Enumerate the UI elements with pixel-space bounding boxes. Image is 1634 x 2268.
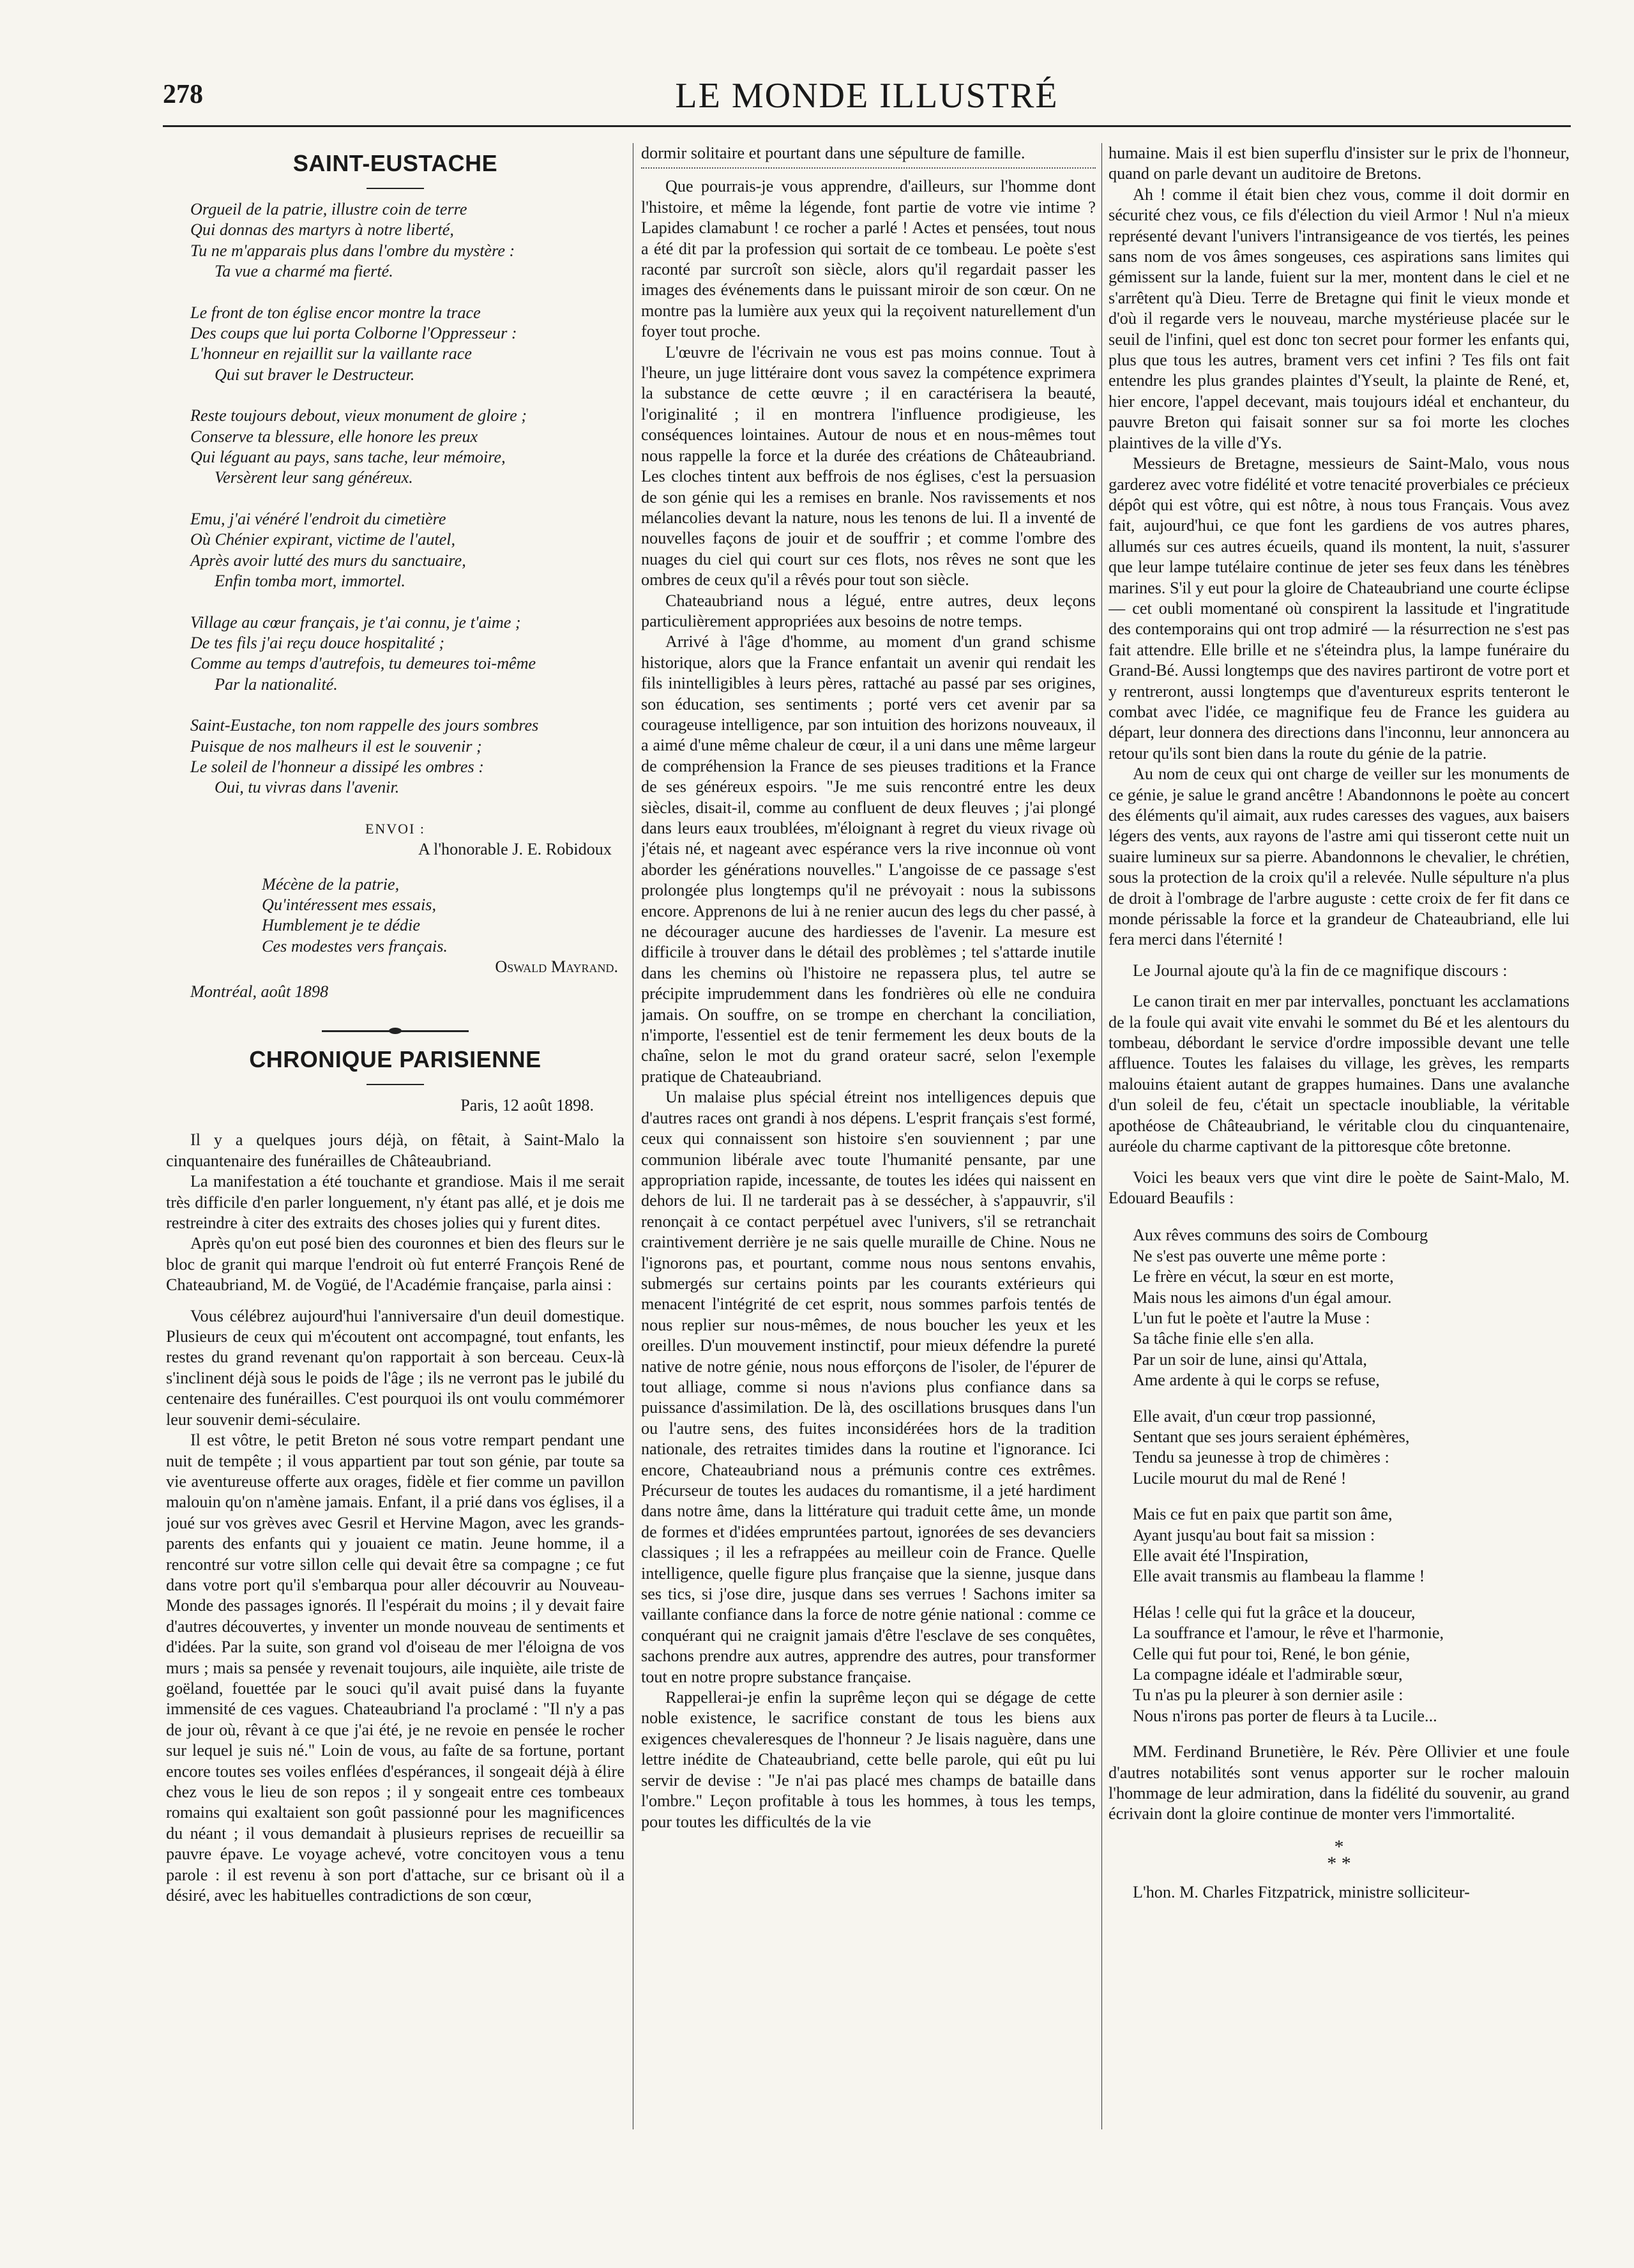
beaufils-verses <box>1108 1225 1570 1726</box>
verse-line: Tu ne m'apparais plus dans l'ombre du mystère : <box>190 241 515 260</box>
verse-line: Ayant jusqu'au bout fait sa mission : <box>1133 1525 1375 1544</box>
verse-line: Elle avait, d'un cœur trop passionné, <box>1133 1406 1376 1426</box>
poem-author: Oswald Mayrand. <box>495 957 618 977</box>
verse-line: Tendu sa jeunesse à trop de chimères : <box>1133 1448 1389 1467</box>
verse-line: Ne s'est pas ouverte une même porte : <box>1133 1246 1386 1265</box>
verse-line: Emu, j'ai vénéré l'endroit du cimetière <box>190 509 446 528</box>
chronique-title: CHRONIQUE PARISIENNE <box>249 1046 541 1072</box>
verse-line: Mécène de la patrie, <box>262 874 400 894</box>
verse-line: Des coups que lui porta Colborne l'Oppresseur : <box>190 324 517 343</box>
verse-line: De tes fils j'ai reçu douce hospitalité ; <box>190 633 445 652</box>
verse-line: Puisque de nos malheurs il est le souvenir ; <box>190 736 482 756</box>
paragraph: Un malaise plus spécial étreint nos intelligences depuis que d'autres races ont grandi à nos dépens. L'esprit français s'est formé, ceux qui connaissent son histoire s'en souviennent ; par une communion libérale avec toute l'humanité pensante, par une appropriation rapide, incessante, de toutes les idées qui naissent en dehors de lui. Il ne tarderait pas à se dessécher, à s'appauvrir, s'il renonçait à ce contact perpétuel avec l'univers, s'il se retranchait craintivement derrière je ne sais quelle muraille de Chine. Nous ne l'ignorons pas, et pourtant, comme nous nous sentons envahis, submergés sur certains points par les courants extérieurs qui menacent l'intégrité de cet esprit, nous sommes parfois tentés de nous replier sur nous-mêmes, de nous boucher les yeux et les oreilles. D'un mouvement instinctif, pour mieux défendre la pureté native de notre génie, nous nous efforçons de l'isoler, de l'épurer de tout alliage, comme si nous n'avions plus confiance dans sa puissance d'assimilation. De là, des oscillations brusques dans l'un ou l'autre sens, des fuites inconsidérées hors de la tradition nationale, des retraites timides dans la routine et l'ignorance. Ici encore, Chateaubriand nous a prémunis contre ces extrêmes. Précurseur de toutes les audaces du romantisme, il a jeté hardiment dans notre âme, dans la littérature qui traduit cette âme, un monde de formes et d'idées empruntées partout, ignorées de ses devanciers classiques ; il les a refrappées au meilleur coin de France. Quelle intelligence, quelle figure plus française que la sienne, jusque dans ses tics, si j'ose dire, jusque dans ses verrues ! Sachons imiter sa vaillante confiance dans la force de notre génie national : comme ce conquérant qui ne craignit jamais d'être l'esclave de ses conquêtes, sachons prendre aux autres, apprendre des autres, pour transformer tout en notre propre substance française. <box>641 1088 1096 1686</box>
page-header <box>163 75 1571 121</box>
verse-line: Sentant que ses jours seraient éphémères, <box>1133 1427 1410 1446</box>
verse-line: Reste toujours debout, vieux monument de gloire ; <box>190 406 527 425</box>
dedication: A l'honorable J. E. Robidoux <box>418 840 612 859</box>
paragraph: dormir solitaire et pourtant dans une sépulture de famille. <box>641 144 1025 162</box>
envoi-label: ENVOI : <box>365 820 426 837</box>
verse-line: Où Chénier expirant, victime de l'autel, <box>190 530 456 549</box>
poem-title: SAINT-EUSTACHE <box>292 150 498 176</box>
paragraph: humaine. Mais il est bien superflu d'insister sur le prix de l'honneur, quand on parle devant un auditoire de Bretons. <box>1108 144 1570 183</box>
verse-line: Qui sut braver le Destructeur. <box>215 365 415 384</box>
verse-line: Le front de ton église encor montre la trace <box>190 303 481 322</box>
verse-line: Ame ardente à qui le corps se refuse, <box>1133 1371 1380 1390</box>
verse-line: Ta vue a charmé ma fierté. <box>215 262 393 281</box>
verse-line: Sa tâche finie elle s'en alla. <box>1133 1329 1314 1348</box>
stanza <box>1133 1504 1570 1587</box>
verse-line: Tu n'as pu la pleurer à son dernier asile : <box>1133 1686 1403 1705</box>
verse-line: Saint-Eustache, ton nom rappelle des jours sombres <box>190 716 539 735</box>
section-ornament <box>322 1028 469 1034</box>
verses-intro: Voici les beaux vers que vint dire le poète de Saint-Malo, M. Edouard Beaufils : <box>1108 1168 1570 1207</box>
verse-line: Par un soir de lune, ainsi qu'Attala, <box>1133 1350 1367 1369</box>
dotted-separator <box>641 167 1096 169</box>
page-number: 278 <box>163 80 203 109</box>
verse-line: L'un fut le poète et l'autre la Muse : <box>1133 1308 1370 1327</box>
verse-line: Mais ce fut en paix que partit son âme, <box>1133 1505 1393 1524</box>
poem-place-date: Montréal, août 1898 <box>190 982 329 1001</box>
left-paragraphs <box>166 1130 624 1906</box>
verse-line: Ces modestes vers français. <box>262 936 448 955</box>
paragraph: Après qu'on eut posé bien des couronnes et bien des fleurs sur le bloc de granit qui marque l'endroit où fut enterré François René de Chateaubriand, M. de Vogüé, de l'Académie française, parla ainsi : <box>166 1234 624 1295</box>
paragraph: Que pourrais-je vous apprendre, d'ailleurs, sur l'homme dont l'histoire, et même la légende, font partie de votre vie intime ? Lapides clamabunt ! ce rocher a parlé ! Actes et pensées, tout nous a été dit par la profession qui sortait de ce tombeau. Le poète s'est raconté par surcroît son siècle, alors qu'il regardait passer les images des événements dans le puissant miroir de son cœur. On ne montre pas la lumière aux yeux qui la reçoivent naturellement d'un foyer tout proche. <box>641 177 1096 341</box>
verse-line: Elle avait été l'Inspiration, <box>1133 1546 1309 1565</box>
verse-line: Le soleil de l'honneur a dissipé les ombres : <box>190 757 484 776</box>
verse-line: Versèrent leur sang généreux. <box>215 468 413 487</box>
verse-line: Enfin tomba mort, immortel. <box>215 572 405 591</box>
journal-title: LE MONDE ILLUSTRÉ <box>675 76 1059 116</box>
last-line: L'hon. M. Charles Fitzpatrick, ministre solliciteur- <box>1133 1882 1470 1901</box>
paragraph: Messieurs de Bretagne, messieurs de Saint-Malo, vous nous garderez avec votre fidélité et votre tenacité proverbiales ce précieux dépôt qui est vôtre, qui est nôtre, à nous tous Français. Vous avez fait, aujourd'hui, ce que font les gardiens de vos autres phares, allumés sur ces autres écueils, quand ils montent, la nuit, s'assurer que leur lampe tutélaire continue de jeter ses feux dans les ténèbres marines. S'il y eut pour la gloire de Chateaubriand une courte éclipse — cet oubli momentané où conspirent la lassitude et l'ingratitude des contemporains qui ont trop admiré — la résurrection ne s'est pas fait attendre. Elle brille et ne s'éteindra plus, la lampe funéraire du Grand-Bé. Aussi longtemps que des navires partiront de votre port et y rentreront, aussi longtemps que d'aventureux esprits tenteront le combat avec l'idée, ce magnifique feu de France les guidera au départ, leur donnera des directions dans l'inconnu, leur annoncera au retour qu'ils sont bien dans la route du génie de la patrie. <box>1108 454 1570 763</box>
stanza <box>190 613 624 696</box>
verse-line: Orgueil de la patrie, illustre coin de terre <box>190 200 467 218</box>
verse-line: La souffrance et l'amour, le rêve et l'harmonie, <box>1133 1624 1444 1643</box>
paragraph: Chateaubriand nous a légué, entre autres, deux leçons particulièrement appropriées aux besoins de notre temps. <box>641 591 1096 630</box>
verse-line: Nous n'irons pas porter de fleurs à ta Lucile... <box>1133 1706 1437 1725</box>
verse-line: Celle qui fut pour toi, René, le bon génie, <box>1133 1644 1411 1663</box>
verse-line: Oui, tu vivras dans l'avenir. <box>215 778 400 797</box>
verse-line: Après avoir lutté des murs du sanctuaire, <box>190 551 466 570</box>
envoi-lines <box>262 874 624 957</box>
verse-line: Qui léguant au pays, sans tache, leur mémoire, <box>190 448 506 467</box>
stanza <box>1133 1225 1570 1390</box>
stanza <box>190 509 624 592</box>
verse-line: Qui donnas des martyrs à notre liberté, <box>190 220 454 240</box>
middle-paragraphs <box>641 176 1096 1832</box>
verse-line: Humblement je te dédie <box>262 916 420 935</box>
verse-line: Conserve ta blessure, elle honore les preux <box>190 427 478 446</box>
title-rule <box>367 1084 424 1085</box>
paragraph: L'œuvre de l'écrivain ne vous est pas moins connue. Tout à l'heure, un juge littéraire dont vous savez la compétence exprimera la substance de cette œuvre ; il en caractérisera la beauté, l'originalité ; il en montrera l'influence prodigieuse, les conséquences lointaines. Autour de nous et en nous-mêmes tout nous rappelle la force et la durée des créations de Châteaubriand. Les cloches tintent aux beffrois de nos églises, c'est la persuasion de son génie qui les a remises en branle. Nos ravissements et nos mélancolies devant la nature, nous les tenons de lui. Il a inventé de nouvelles façons de jouir et de souffrir ; et comme l'ombre des nuages du ciel qui court sur ces flots, nos rêves ne sont que les ombres de ceux qu'il a rêvés pour tout son siècle. <box>641 342 1096 590</box>
paragraph: La manifestation a été touchante et grandiose. Mais il me serait très difficile d'en parler longuement, n'y étant pas allé, et je dois me restreindre à citer des extraits des choses jolies qui y furent dites. <box>166 1172 624 1233</box>
closing-paragraph: MM. Ferdinand Brunetière, le Rév. Père Ollivier et une foule d'autres notabilités sont venus apporter sur le rocher malouin l'hommage de leur admiration, dans la fidélité du souvenir, au grand écrivain dont la gloire continue de monter vers l'immortalité. <box>1108 1742 1570 1823</box>
verse-line: La compagne idéale et l'admirable sœur, <box>1133 1665 1403 1684</box>
verse-line: L'honneur en rejaillit sur la vaillante race <box>190 344 473 363</box>
verse-line: Comme au temps d'autrefois, tu demeures toi-même <box>190 654 536 673</box>
stanza <box>190 199 624 282</box>
verse-line: Hélas ! celle qui fut la grâce et la douceur, <box>1133 1602 1416 1622</box>
verse-line: Mais nous les aimons d'un égal amour. <box>1133 1288 1392 1307</box>
verse-line: Elle avait transmis au flambeau la flamme ! <box>1133 1567 1425 1586</box>
poem-stanzas <box>166 199 624 798</box>
column-divider <box>1101 143 1102 2129</box>
paragraph: Arrivé à l'âge d'homme, au moment d'un grand schisme historique, alors que la France enfantait un avenir qui rendait les fils inintelligibles à leurs pères, rattaché au passé par ses origines, son éducation, ses sentiments ; porté vers cet avenir par sa courageuse intelligence, par son intuition des horizons nouveaux, il a aimé d'une même chaleur de cœur, il a uni dans une même largeur de compréhension la France de ses pieuses traditions et la France de ses généreux espoirs. "Je me suis rencontré entre les deux siècles, disait-il, comme au confluent de deux fleuves ; j'ai plongé dans leurs eaux troublées, m'éloignant à regret du vieux rivage où j'étais né, et nageant avec espérance vers la rive inconnue où vont aborder les générations nouvelles." L'angoisse de ce passage s'est prolongée plus longtemps qu'il ne prévoyait : nous la subissons encore. Apprenons de lui à ne renier aucun des legs du cher passé, à ne décourager aucune des hardiesses de l'avenir. La mesure est difficile à trouver dans le détail des problèmes ; tel s'attarde inutile dans les chemins où l'histoire ne repassera plus, tel autre se précipite imprudemment dans les fondrières où elle ne conduira jamais. On souffre, on se trompe en cherchant la conciliation, n'importe, l'essentiel est de tenir fermement les deux bouts de la chaîne, selon le mot du grand orateur sacré, selon l'exemple pratique de Chateaubriand. <box>641 632 1096 1086</box>
journal-note: Le Journal ajoute qu'à la fin de ce magnifique discours : <box>1133 961 1508 980</box>
middle-column <box>641 143 1096 2129</box>
stanza <box>190 715 624 798</box>
stanza <box>1133 1602 1570 1726</box>
stanza <box>1133 1406 1570 1489</box>
section-stars: * * * <box>1327 1836 1351 1874</box>
dateline: Paris, 12 août 1898. <box>460 1096 594 1115</box>
verse-line: Lucile mourut du mal de René ! <box>1133 1468 1347 1488</box>
left-column <box>166 143 624 2129</box>
paragraph: Vous célébrez aujourd'hui l'anniversaire d'un deuil domestique. Plusieurs de ceux qui m'écoutent ont accompagné, tout enfants, les restes du grand revenant qu'on rapportait à son berceau. Ceux-là s'inclinent déjà sous le poids de l'âge ; ils ne verront pas le jubilé du centenaire des funérailles. C'est pourquoi ils ont voulu commémorer leur souvenir demi-séculaire. <box>166 1306 624 1429</box>
verse-line: Par la nationalité. <box>215 674 338 694</box>
header-rule <box>163 125 1571 127</box>
stanza <box>190 303 624 386</box>
paragraph: Il y a quelques jours déjà, on fêtait, à Saint-Malo la cinquantenaire des funérailles de Châteaubriand. <box>166 1130 624 1170</box>
right-paragraphs <box>1108 185 1570 950</box>
canon-paragraph: Le canon tirait en mer par intervalles, ponctuant les acclamations de la foule qui avait vite envahi le sommet du Bé et les alentours du tombeau, débordant le service d'ordre impossible devant une telle affluence. Toutes les falaises du village, les grèves, les remparts malouins étaient autant de grappes humaines. Dans une avalanche d'un soleil de feu, c'était un spectacle inoubliable, la véritable apothéose de Châteaubriand, le véritable clou du cinquantenaire, auréole du charme captivant de la pittoresque côte bretonne. <box>1108 992 1570 1156</box>
paragraph: Il est vôtre, le petit Breton né sous votre rempart pendant une nuit de tempête ; il vous appartient par tout son génie, par toute sa vie aventureuse offerte aux orages, fidèle et fier comme un pavillon malouin qu'on n'amène jamais. Enfant, il a prié dans vos églises, il a joué sur vos grèves avec Gesril et Hervine Magon, avec les grands-parents des enfants qui y jouaient ce matin. Jeune homme, il a rencontré sur votre sillon celle qui devait être sa compagne ; ce fut dans votre port qu'il s'embarqua pour aller découvrir au Nouveau-Monde des passages ignorés. Il l'espérait du moins ; il y devait faire d'autres découvertes, y inventer un monde nouveau de sentiments et d'idées. Par la suite, son grand vol d'oiseau de mer l'éloigna de vos murs ; mais sa pensée y revenait toujours, aile inquiète, aile triste de goëland, fouettée par le souci qu'il avait puisé dans la fuyante immensité de ces vagues. Chateaubriand l'a proclamé : "Il n'y a pas de jour où, rêvant à ce que j'ai été, je ne revoie en pensée le rocher sur lequel je suis né." Loin de vous, au faîte de sa fortune, portant encore toutes ses voiles enflées d'espérances, il songeait déjà à élire chez vous le lieu de son repos ; il y songeait entre ces tombeaux romains qui exaltaient son goût passionné pour les magnificences du néant ; il vous demandait à plusieurs reprises de recueillir sa pauvre épave. Le voyage achevé, votre concitoyen vous a tenu parole : il est revenu à son port d'attache, sur ce brisant où il a désiré, avec les habituelles contradictions de son cœur, <box>166 1431 624 1905</box>
paragraph: Ah ! comme il était bien chez vous, comme il doit dormir en sécurité chez vous, ce fils d'élection du vieil Armor ! Nul n'a mieux représenté devant l'univers l'intransigeance de vos tiertés, les peines sans nom de vos âmes songeuses, ces aspirations sans limites qui gémissent sur la lande, fuient sur la mer, montent dans le ciel et ne s'arrêtent qu'à Dieu. Terre de Bretagne qui finit le vieux monde et d'où il regarde vers le nouveau, marche mystérieuse placée sur le seuil de l'infini, quel est donc ton secret pour former les enfants qui, plus que tous les autres, brament vers cet infini ? Tes fils ont fait entendre les plus grandes plaintes d'Yseult, la plainte de René, et, hier encore, l'appel decevant, mais toujours idéal et enchanteur, du pauvre Breton qui faisait sonner sur sa foi morte les cloches plaintives de la ville d'Ys. <box>1108 185 1570 452</box>
right-column <box>1108 143 1570 2129</box>
title-rule <box>367 188 424 189</box>
stanza <box>190 406 624 489</box>
verse-line: Le frère en vécut, la sœur en est morte, <box>1133 1267 1394 1286</box>
paragraph: Au nom de ceux qui ont charge de veiller sur les monuments de ce génie, je salue le grand ancêtre ! Abandonnons le poète au concert des éléments qu'il aimait, aux rudes caresses des vagues, aux baisers légers des vents, aux rayons de l'astre ami qui tisseront cette nuit un suaire lumineux sur sa pierre. Abandonnons le chevalier, le chrétien, sous la protection de la croix qu'il a relevée. Nulle sépulture n'a plus de droit à l'ombrage de l'arbre auguste : cette croix de fer fit dans ce monde périssable la force et la grandeur de Chateaubriand, elle lui fera merci dans l'éternité ! <box>1108 765 1570 949</box>
verse-line: Aux rêves communs des soirs de Combourg <box>1133 1226 1428 1245</box>
verse-line: Village au cœur français, je t'ai connu, je t'aime ; <box>190 613 521 632</box>
paragraph: Rappellerai-je enfin la suprême leçon qui se dégage de cette noble existence, le sacrifice constant de tous les biens aux exigences chevaleresques de l'honneur ? Je lisais naguère, dans une lettre inédite de Chateaubriand, cette belle parole, qui eût pu lui servir de devise : "Je n'ai pas placé mes champs de bataille dans l'ombre." Leçon profitable à tous les hommes, à tous les temps, pour toutes les difficultés de la vie <box>641 1688 1096 1831</box>
verse-line: Qu'intéressent mes essais, <box>262 895 437 914</box>
